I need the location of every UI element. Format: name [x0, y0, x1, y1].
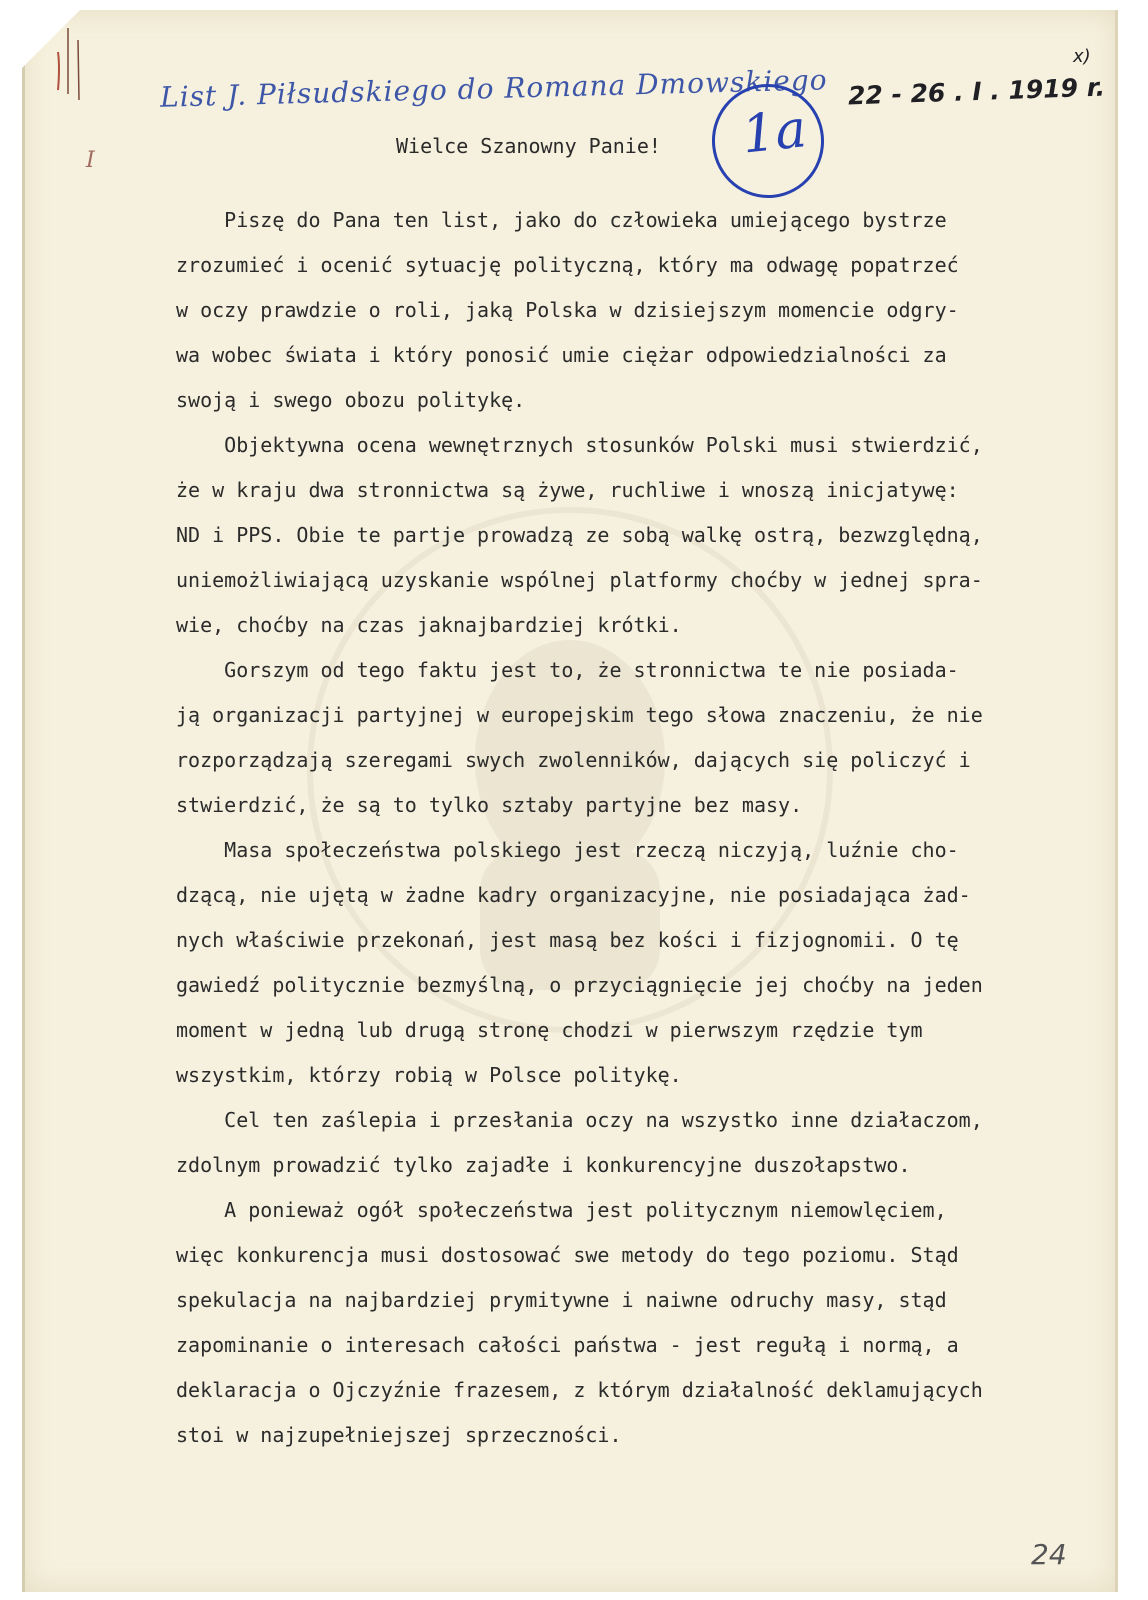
letter-body: [176, 198, 1116, 1458]
letter-paragraph: [176, 648, 1116, 828]
handwritten-roman-numeral: I: [86, 148, 95, 173]
text-line: rozporządzają szeregami swych zwolenników, dających się policzyć i: [176, 748, 971, 772]
text-line: ND i PPS. Obie te partje prowadzą ze sobą walkę ostrą, bezwzględną,: [176, 523, 983, 547]
handwritten-mark: x): [1073, 46, 1091, 67]
text-line: wa wobec świata i który ponosić umie ciężar odpowiedzialności za: [176, 343, 947, 367]
text-line: Cel ten zaślepia i przesłania oczy na wszystko inne działaczom,: [176, 1108, 983, 1132]
text-line: wie, choćby na czas jaknajbardziej krótki.: [176, 613, 682, 637]
letter-paragraph: [176, 1188, 1116, 1458]
text-line: więc konkurencja musi dostosować swe metody do tego poziomu. Stąd: [176, 1243, 959, 1267]
text-line: Masa społeczeństwa polskiego jest rzeczą niczyją, luźnie cho-: [176, 838, 959, 862]
text-line: zrozumieć i ocenić sytuację polityczną, który ma odwagę popatrzeć: [176, 253, 959, 277]
text-line: Gorszym od tego faktu jest to, że stronnictwa te nie posiada-: [176, 658, 959, 682]
sheet-left-edge: [22, 10, 25, 1592]
archive-number: 1a: [739, 99, 810, 166]
text-line: spekulacja na najbardziej prymitywne i naiwne odruchy masy, stąd: [176, 1288, 947, 1312]
text-line: swoją i swego obozu politykę.: [176, 388, 526, 412]
text-line: wszystkim, którzy robią w Polsce politykę.: [176, 1063, 682, 1087]
pencil-margin-marks: [52, 22, 112, 102]
text-line: deklaracja o Ojczyźnie frazesem, z którym działalność deklamujących: [176, 1378, 983, 1402]
text-line: zapominanie o interesach całości państwa - jest regułą i normą, a: [176, 1333, 959, 1357]
letter-paragraph: [176, 1098, 1116, 1188]
page-number: 24: [1031, 1538, 1067, 1571]
text-line: zdolnym prowadzić tylko zajadłe i konkurencyjne duszołapstwo.: [176, 1153, 911, 1177]
text-line: gawiedź politycznie bezmyślną, o przyciągnięcie jej choćby na jeden: [176, 973, 983, 997]
text-line: uniemożliwiającą uzyskanie wspólnej platformy choćby w jednej spra-: [176, 568, 983, 592]
text-line: Objektywna ocena wewnętrznych stosunków Polski musi stwierdzić,: [176, 433, 983, 457]
text-line: stwierdzić, że są to tylko sztaby partyjne bez masy.: [176, 793, 803, 817]
handwritten-title: List J. Piłsudskiego do Romana Dmowskiego: [159, 63, 828, 114]
text-line: stoi w najzupełniejszej sprzeczności.: [176, 1423, 622, 1447]
text-line: A ponieważ ogół społeczeństwa jest politycznym niemowlęciem,: [176, 1198, 947, 1222]
letter-paragraph: [176, 828, 1116, 1098]
text-line: Piszę do Pana ten list, jako do człowieka umiejącego bystrze: [176, 208, 947, 232]
text-line: moment w jedną lub drugą stronę chodzi w pierwszym rzędzie tym: [176, 1018, 923, 1042]
text-line: w oczy prawdzie o roli, jaką Polska w dzisiejszym momencie odgry-: [176, 298, 959, 322]
text-line: dzącą, nie ujętą w żadne kadry organizacyjne, nie posiadająca żad-: [176, 883, 971, 907]
handwritten-date: 22 - 26 . I . 1919 r.: [847, 72, 1106, 111]
letter-paragraph: [176, 198, 1116, 423]
salutation: Wielce Szanowny Panie!: [396, 134, 661, 158]
letter-paragraph: [176, 423, 1116, 648]
text-line: że w kraju dwa stronnictwa są żywe, ruchliwe i wnoszą inicjatywę:: [176, 478, 959, 502]
text-line: ją organizacji partyjnej w europejskim tego słowa znaczeniu, że nie: [176, 703, 983, 727]
text-line: nych właściwie przekonań, jest masą bez kości i fizjognomii. O tę: [176, 928, 959, 952]
